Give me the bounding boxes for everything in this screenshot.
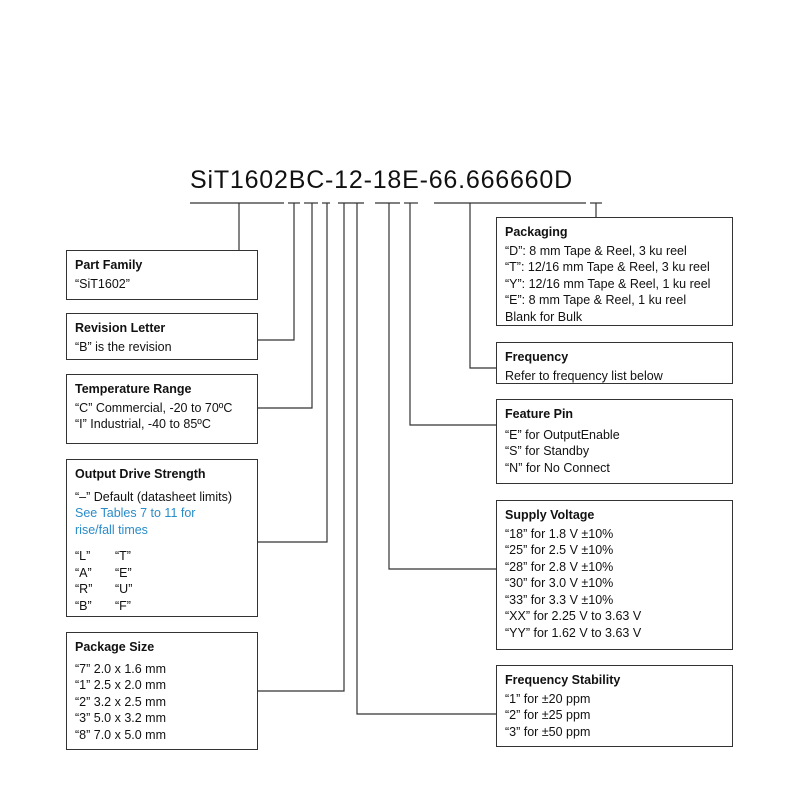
feature-pin-title: Feature Pin: [505, 407, 574, 421]
drive-code: “F”: [115, 598, 131, 613]
revision-letter-box: [66, 313, 258, 360]
output-drive-strength-title: Output Drive Strength: [75, 467, 206, 481]
drive-code: “U”: [115, 582, 133, 596]
temperature-range-line: “I” Industrial, -40 to 85ºC: [75, 417, 211, 431]
package-size-line: “3” 5.0 x 3.2 mm: [75, 711, 166, 725]
frequency-title: Frequency: [505, 350, 569, 364]
temperature-range-line: “C” Commercial, -20 to 70ºC: [75, 400, 233, 415]
supply-voltage-line: “30” for 3.0 V ±10%: [505, 576, 614, 590]
frequency-stability-line: “2” for ±25 ppm: [505, 708, 591, 722]
drive-code: “A”: [75, 565, 92, 580]
packaging-line: “T”: 12/16 mm Tape & Reel, 3 ku reel: [505, 260, 710, 274]
feature-pin-line: “E” for OutputEnable: [505, 427, 620, 442]
supply-voltage-box: [496, 500, 733, 650]
drive-code: “T”: [115, 549, 131, 563]
supply-voltage-line: “YY” for 1.62 V to 3.63 V: [505, 625, 642, 640]
packaging-line: Blank for Bulk: [505, 309, 583, 324]
frequency-stability-title: Frequency Stability: [505, 673, 621, 687]
part-number: SiT1602BC-12-18E-66.666660D: [190, 166, 573, 194]
drive-code: “B”: [75, 598, 92, 613]
frequency-box: [496, 342, 733, 384]
packaging-line: “Y”: 12/16 mm Tape & Reel, 1 ku reel: [505, 276, 711, 291]
drive-code: “L”: [75, 549, 91, 563]
package-size-line: “7” 2.0 x 1.6 mm: [75, 661, 166, 676]
part-family-line: “SiT1602”: [75, 276, 130, 291]
feature-pin-box: [496, 399, 733, 484]
drive-code: “R”: [75, 582, 93, 596]
supply-voltage-line: “33” for 3.3 V ±10%: [505, 592, 614, 607]
frequency-stability-line: “1” for ±20 ppm: [505, 691, 591, 706]
tables-link[interactable]: See Tables 7 to 11 for: [75, 506, 196, 520]
frequency-stability-box: [496, 665, 733, 747]
package-size-line: “8” 7.0 x 5.0 mm: [75, 727, 166, 742]
packaging-line: “D”: 8 mm Tape & Reel, 3 ku reel: [505, 243, 687, 258]
supply-voltage-line: “25” for 2.5 V ±10%: [505, 543, 614, 557]
frequency-line: Refer to frequency list below: [505, 368, 663, 383]
tables-link[interactable]: rise/fall times: [75, 522, 148, 537]
drive-code: “E”: [115, 565, 132, 580]
package-size-title: Package Size: [75, 640, 155, 654]
package-size-line: “1” 2.5 x 2.0 mm: [75, 678, 166, 692]
supply-voltage-title: Supply Voltage: [505, 508, 595, 522]
revision-letter-title: Revision Letter: [75, 321, 166, 335]
temperature-range-title: Temperature Range: [75, 382, 192, 396]
feature-pin-line: “S” for Standby: [505, 444, 590, 458]
packaging-box: [496, 217, 733, 326]
package-size-box: [66, 632, 258, 750]
output-drive-default: “–” Default (datasheet limits): [75, 489, 233, 504]
part-family-title: Part Family: [75, 258, 143, 272]
supply-voltage-line: “18” for 1.8 V ±10%: [505, 526, 614, 541]
output-drive-strength-box: [66, 459, 258, 617]
supply-voltage-line: “28” for 2.8 V ±10%: [505, 559, 614, 574]
supply-voltage-line: “XX” for 2.25 V to 3.63 V: [505, 609, 642, 623]
packaging-line: “E”: 8 mm Tape & Reel, 1 ku reel: [505, 293, 687, 307]
drive-codes: [75, 548, 249, 614]
package-size-line: “2” 3.2 x 2.5 mm: [75, 694, 166, 709]
temperature-range-box: [66, 374, 258, 444]
packaging-title: Packaging: [505, 225, 568, 239]
feature-pin-line: “N” for No Connect: [505, 460, 610, 475]
revision-letter-line: “B” is the revision: [75, 339, 172, 354]
part-family-box: [66, 250, 258, 300]
frequency-stability-line: “3” for ±50 ppm: [505, 724, 591, 739]
